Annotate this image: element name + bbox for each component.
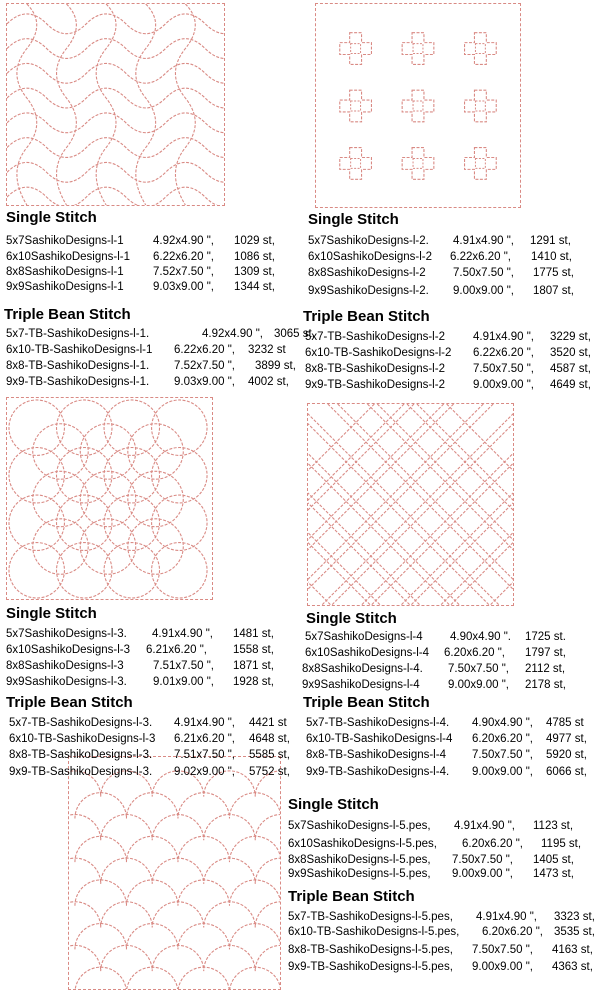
file-name: 8x8SashikoDesigns-l-4. <box>302 663 423 675</box>
dimensions: 6.20x6.20 ", <box>472 733 533 745</box>
dimensions: 4.90x4.90 ". <box>450 631 511 643</box>
stitch-count: 1928 st, <box>233 676 274 688</box>
stitch-count: 5752 st, <box>249 766 290 778</box>
file-name: 5x7SashikoDesigns-l-4 <box>305 631 423 643</box>
file-name: 5x7-TB-SashikoDesigns-l-5.pes, <box>288 911 453 923</box>
dimensions: 6.20x6.20 ", <box>444 647 505 659</box>
dimensions: 9.02x9.00 ", <box>174 766 235 778</box>
dimensions: 9.00x9.00 ", <box>453 285 514 297</box>
design-l-1-triple-heading: Triple Bean Stitch <box>4 306 131 323</box>
dimensions: 6.22x6.20 ", <box>473 347 534 359</box>
spec-row <box>6 627 274 642</box>
file-name: 9x9-TB-SashikoDesigns-l-5.pes, <box>288 961 453 973</box>
dimensions: 4.92x4.90 ", <box>202 328 263 340</box>
stitch-count: 3065 st, <box>274 328 315 340</box>
stitch-count: 1807 st, <box>533 285 574 297</box>
design-l-1-preview <box>6 3 225 206</box>
spec-row <box>9 716 287 731</box>
file-name: 6x10SashikoDesigns-l-3 <box>6 644 131 656</box>
spec-row <box>6 359 296 374</box>
spec-row <box>6 675 274 690</box>
design-l-2-triple-heading: Triple Bean Stitch <box>303 308 430 325</box>
dimensions: 4.91x4.90 ", <box>152 628 213 640</box>
file-name: 5x7SashikoDesigns-l-3. <box>6 628 127 640</box>
dimensions: 4.91x4.90 ", <box>174 717 235 729</box>
spec-row <box>6 265 275 280</box>
dimensions: 4.91x4.90 ", <box>453 235 514 247</box>
spec-row <box>6 280 275 295</box>
design-l-4-preview <box>307 403 514 606</box>
stitch-count: 6066 st, <box>546 766 587 778</box>
stitch-count: 1871 st, <box>233 660 274 672</box>
file-name: 5x7SashikoDesigns-l-5.pes, <box>288 820 431 832</box>
stitch-count: 1558 st, <box>233 644 274 656</box>
stitch-count: 4363 st, <box>552 961 593 973</box>
dimensions: 4.91x4.90 ", <box>473 331 534 343</box>
stitch-count: 2112 st, <box>525 663 566 675</box>
stitch-count: 2178 st, <box>525 679 566 691</box>
stitch-count: 1123 st, <box>533 820 574 832</box>
file-name: 8x8SashikoDesigns-l-2 <box>308 267 426 279</box>
diamond-pattern-image <box>308 404 513 605</box>
file-name: 9x9-TB-SashikoDesigns-l-4. <box>306 766 450 778</box>
stitch-count: 1481 st, <box>233 628 274 640</box>
stitch-count: 1797 st, <box>525 647 566 659</box>
spec-row <box>288 910 595 925</box>
spec-row <box>305 362 591 377</box>
spec-row <box>308 266 574 281</box>
spec-row <box>6 234 275 249</box>
dimensions: 9.00x9.00 ", <box>472 766 533 778</box>
spec-row <box>6 643 274 658</box>
cross-pattern-image <box>316 4 520 207</box>
stitch-count: 3323 st, <box>554 911 595 923</box>
stitch-count: 1344 st, <box>234 281 275 293</box>
file-name: 6x10-TB-SashikoDesigns-l-1 <box>6 344 153 356</box>
spec-row <box>306 732 587 747</box>
file-name: 6x10SashikoDesigns-l-4 <box>305 647 430 659</box>
dimensions: 7.52x7.50 ", <box>153 266 214 278</box>
file-name: 5x7-TB-SashikoDesigns-l-4. <box>306 717 450 729</box>
spec-row <box>6 375 289 390</box>
dimensions: 7.50x7.50 ", <box>473 363 534 375</box>
stitch-count: 1725 st. <box>525 631 566 643</box>
stitch-count: 4421 st <box>249 717 287 729</box>
stitch-count: 4785 st <box>546 717 584 729</box>
stitch-count: 4649 st, <box>550 379 591 391</box>
dimensions: 4.92x4.90 ", <box>153 235 214 247</box>
dimensions: 7.50x7.50 ", <box>452 854 513 866</box>
dimensions: 6.21x6.20 ", <box>146 644 207 656</box>
scale-pattern-image <box>69 757 280 989</box>
design-l-3-single-heading: Single Stitch <box>6 605 97 622</box>
dimensions: 7.50x7.50 ", <box>472 749 533 761</box>
file-name: 5x7-TB-SashikoDesigns-l-3. <box>9 717 153 729</box>
spec-row <box>306 765 587 780</box>
file-name: 6x10SashikoDesigns-l-5.pes, <box>288 838 437 850</box>
file-name: 6x10SashikoDesigns-l-2 <box>308 251 433 263</box>
spec-row <box>9 748 290 763</box>
file-name: 9x9SashikoDesigns-l-3. <box>6 676 127 688</box>
stitch-count: 5920 st, <box>546 749 587 761</box>
design-l-3-preview <box>6 397 213 600</box>
spec-row <box>288 853 574 868</box>
spec-row <box>306 748 587 763</box>
design-l-5-preview <box>68 756 281 990</box>
dimensions: 4.90x4.90 ", <box>472 717 533 729</box>
stitch-count: 4163 st, <box>552 944 593 956</box>
file-name: 9x9SashikoDesigns-l-1 <box>6 281 124 293</box>
file-name: 5x7SashikoDesigns-l-1 <box>6 235 124 247</box>
spec-row <box>288 837 582 852</box>
stitch-count: 1473 st, <box>533 868 574 880</box>
design-l-4-triple-heading: Triple Bean Stitch <box>303 694 430 711</box>
stitch-count: 1029 st, <box>234 235 275 247</box>
dimensions: 7.50x7.50 ", <box>472 944 533 956</box>
stitch-count: 1410 st, <box>531 251 572 263</box>
dimensions: 9.00x9.00 ", <box>448 679 509 691</box>
dimensions: 7.51x7.50 ", <box>174 749 235 761</box>
file-name: 8x8SashikoDesigns-l-3 <box>6 660 124 672</box>
stitch-count: 4648 st, <box>249 733 290 745</box>
dimensions: 9.00x9.00 ", <box>473 379 534 391</box>
file-name: 9x9SashikoDesigns-l-5.pes, <box>288 868 431 880</box>
design-l-2-single-heading: Single Stitch <box>308 211 399 228</box>
file-name: 8x8-TB-SashikoDesigns-l-4 <box>306 749 446 761</box>
stitch-count: 4977 st, <box>546 733 587 745</box>
dimensions: 9.00x9.00 ", <box>452 868 513 880</box>
file-name: 8x8-TB-SashikoDesigns-l-2 <box>305 363 445 375</box>
spec-row <box>9 765 290 780</box>
design-l-2-preview <box>315 3 521 208</box>
stitch-count: 4002 st, <box>248 376 289 388</box>
spec-row <box>308 250 572 265</box>
dimensions: 6.20x6.20 ", <box>462 838 523 850</box>
design-l-5-single-heading: Single Stitch <box>288 796 379 813</box>
file-name: 6x10SashikoDesigns-l-1 <box>6 251 131 263</box>
spec-row <box>305 630 566 645</box>
design-l-4-single-heading: Single Stitch <box>306 610 397 627</box>
file-name: 5x7-TB-SashikoDesigns-l-2 <box>305 331 445 343</box>
stitch-count: 3535 st, <box>554 926 595 938</box>
circle-pattern-image <box>7 398 212 599</box>
file-name: 9x9-TB-SashikoDesigns-l-3. <box>9 766 153 778</box>
wave-pattern-image <box>7 4 224 205</box>
spec-row <box>6 250 275 265</box>
design-l-5-triple-heading: Triple Bean Stitch <box>288 888 415 905</box>
file-name: 6x10-TB-SashikoDesigns-l-2 <box>305 347 452 359</box>
spec-row <box>288 925 595 940</box>
stitch-count: 3229 st, <box>550 331 591 343</box>
spec-row <box>305 346 591 361</box>
dimensions: 7.52x7.50 ", <box>174 360 235 372</box>
spec-row <box>302 678 566 693</box>
dimensions: 4.91x4.90 ", <box>454 820 515 832</box>
dimensions: 7.50x7.50 ", <box>448 663 509 675</box>
dimensions: 4.91x4.90 ", <box>476 911 537 923</box>
file-name: 6x10-TB-SashikoDesigns-l-5.pes, <box>288 926 460 938</box>
stitch-count: 1309 st, <box>234 266 275 278</box>
dimensions: 6.22x6.20 ", <box>153 251 214 263</box>
stitch-count: 1195 st, <box>541 838 582 850</box>
stitch-count: 3232 st <box>248 344 286 356</box>
spec-row <box>308 284 574 299</box>
stitch-count: 3520 st, <box>550 347 591 359</box>
spec-row <box>302 662 566 677</box>
dimensions: 9.01x9.00 ", <box>153 676 214 688</box>
dimensions: 7.51x7.50 ", <box>153 660 214 672</box>
stitch-count: 1291 st, <box>530 235 571 247</box>
spec-row <box>305 646 566 661</box>
stitch-count: 1086 st, <box>234 251 275 263</box>
spec-row <box>306 716 584 731</box>
spec-row <box>288 867 574 882</box>
file-name: 5x7-TB-SashikoDesigns-l-1. <box>6 328 150 340</box>
file-name: 8x8-TB-SashikoDesigns-l-5.pes, <box>288 944 453 956</box>
dimensions: 6.22x6.20 ", <box>174 344 235 356</box>
file-name: 9x9-TB-SashikoDesigns-l-1. <box>6 376 150 388</box>
spec-row <box>308 234 571 249</box>
spec-row <box>6 659 274 674</box>
dimensions: 9.00x9.00 ", <box>472 961 533 973</box>
file-name: 8x8-TB-SashikoDesigns-l-1. <box>6 360 150 372</box>
dimensions: 6.22x6.20 ", <box>450 251 511 263</box>
file-name: 9x9-TB-SashikoDesigns-l-2 <box>305 379 445 391</box>
spec-row <box>6 343 286 358</box>
file-name: 9x9SashikoDesigns-l-4 <box>302 679 420 691</box>
stitch-count: 1775 st, <box>533 267 574 279</box>
dimensions: 7.50x7.50 ", <box>453 267 514 279</box>
dimensions: 9.03x9.00 ", <box>174 376 235 388</box>
design-l-1-single-heading: Single Stitch <box>6 209 97 226</box>
dimensions: 6.21x6.20 ", <box>174 733 235 745</box>
spec-row <box>288 960 593 975</box>
file-name: 8x8-TB-SashikoDesigns-l-3. <box>9 749 153 761</box>
spec-row <box>288 819 574 834</box>
file-name: 8x8SashikoDesigns-l-5.pes, <box>288 854 431 866</box>
spec-row <box>288 943 593 958</box>
spec-row <box>305 330 591 345</box>
stitch-count: 1405 st, <box>533 854 574 866</box>
spec-row <box>6 327 315 342</box>
dimensions: 6.20x6.20 ", <box>482 926 543 938</box>
file-name: 6x10-TB-SashikoDesigns-l-3 <box>9 733 156 745</box>
spec-row <box>9 732 290 747</box>
stitch-count: 5585 st, <box>249 749 290 761</box>
spec-row <box>305 378 591 393</box>
file-name: 5x7SashikoDesigns-l-2. <box>308 235 429 247</box>
stitch-count: 4587 st, <box>550 363 591 375</box>
file-name: 8x8SashikoDesigns-l-1 <box>6 266 124 278</box>
file-name: 9x9SashikoDesigns-l-2. <box>308 285 429 297</box>
file-name: 6x10-TB-SashikoDesigns-l-4 <box>306 733 453 745</box>
stitch-count: 3899 st, <box>255 360 296 372</box>
design-l-3-triple-heading: Triple Bean Stitch <box>6 694 133 711</box>
dimensions: 9.03x9.00 ", <box>153 281 214 293</box>
